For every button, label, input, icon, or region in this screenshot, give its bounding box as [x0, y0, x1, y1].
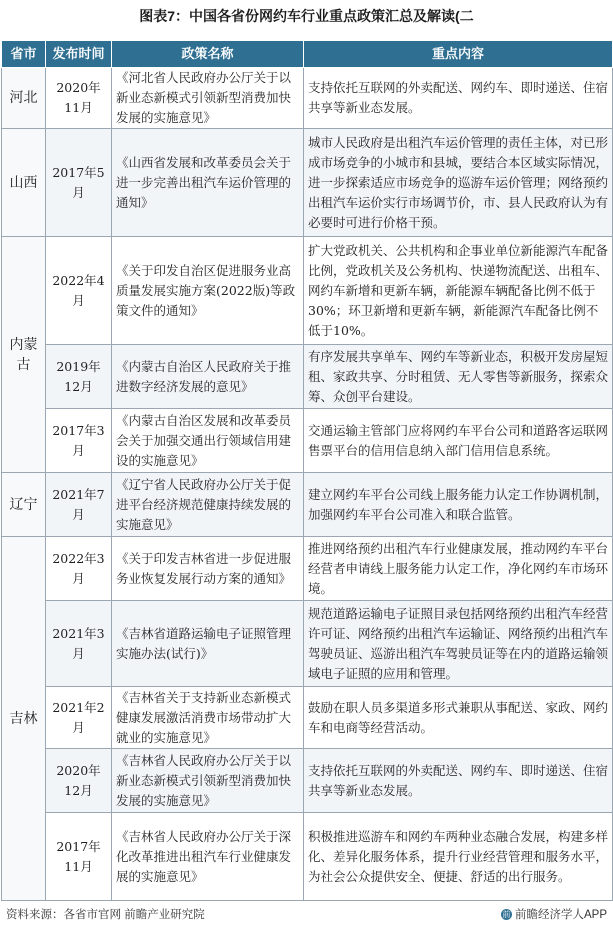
policy-table: [1, 40, 613, 901]
date-cell: 2021年7月: [46, 473, 112, 537]
policy-name-cell: 《关于印发吉林省进一步促进服务业恢复发展行动方案的通知》: [112, 537, 304, 601]
content-cell: 鼓励在职人员多渠道多形式兼职从事配送、家政、网约车和电商等经营活动。: [304, 687, 613, 749]
policy-name-cell: 《关于印发自治区促进服务业高质量发展实施方案(2022版)等政策文件的通知》: [112, 237, 304, 345]
table-row: [2, 601, 613, 687]
table-row: [2, 409, 613, 473]
table-row: [2, 237, 613, 345]
policy-name-cell: 《吉林省道路运输电子证照管理实施办法(试行)》: [112, 601, 304, 687]
content-cell: 扩大党政机关、公共机构和企事业单位新能源汽车配备比例，党政机关及公务机构、快递物流配送、出租车、网约车新增和更新车辆，新能源车辆配备比例不低于30%；环卫新增和更新车辆，新能源汽车配备比例不低于10%。: [304, 237, 613, 345]
content-cell: 积极推进巡游车和网约车两种业态融合发展，构建多样化、差异化服务体系，提升行业经营管理和服务水平，为社会公众提供安全、便捷、舒适的出行服务。: [304, 813, 613, 901]
policy-name-cell: 《吉林省人民政府办公厅关于以新业态新模式引领新型消费加快发展的实施意见》: [112, 749, 304, 813]
brand-mark: [501, 906, 607, 922]
policy-name-cell: 《河北省人民政府办公厅关于以新业态新模式引领新型消费加快发展的实施意见》: [112, 68, 304, 129]
date-cell: 2017年11月: [46, 813, 112, 901]
table-row: [2, 813, 613, 901]
province-cell: 内蒙古: [2, 237, 46, 473]
content-cell: 规范道路运输电子证照目录包括网络预约出租汽车经营许可证、网络预约出租汽车运输证、网络预约出租汽车驾驶员证、巡游出租汽车驾驶员证等在内的道路运输领域电子证照的应用和管理。: [304, 601, 613, 687]
policy-name-cell: 《辽宁省人民政府办公厅关于促进平台经济规范健康持续发展的实施意见》: [112, 473, 304, 537]
date-cell: 2020年11月: [46, 68, 112, 129]
table-row: [2, 345, 613, 409]
date-cell: 2019年12月: [46, 345, 112, 409]
content-cell: 支持依托互联网的外卖配送、网约车、即时递送、住宿共享等新业态发展。: [304, 68, 613, 129]
province-cell: 辽宁: [2, 473, 46, 537]
source-note: 资料来源：各省市官网 前瞻产业研究院: [6, 909, 205, 921]
table-row: [2, 687, 613, 749]
content-cell: 推进网络预约出租汽车行业健康发展，推动网约车平台经营者申请线上服务能力认定工作，净化网约车市场环境。: [304, 537, 613, 601]
table-row: [2, 749, 613, 813]
province-cell: 山西: [2, 129, 46, 237]
table-row: [2, 68, 613, 129]
header-province: 省市: [2, 41, 46, 68]
content-cell: 建立网约车平台公司线上服务能力认定工作协调机制，加强网约车平台公司准入和联合监管。: [304, 473, 613, 537]
date-cell: 2017年5月: [46, 129, 112, 237]
content-cell: 城市人民政府是出租汽车运价管理的责任主体，对已形成市场竞争的小城市和县城，要结合本区域实际情况，进一步探索适应市场竞争的巡游车运价管理；网络预约出租汽车运价实行市场调节价，市、县人民政府认为有必要时可进行价格干预。: [304, 129, 613, 237]
policy-name-cell: 《内蒙古自治区发展和改革委员会关于加强交通出行领域信用建设的实施意见》: [112, 409, 304, 473]
content-cell: 交通运输主管部门应将网约车平台公司和道路客运联网售票平台的信用信息纳入部门信用信息系统。: [304, 409, 613, 473]
policy-name-cell: 《吉林省关于支持新业态新模式健康发展激活消费市场带动扩大就业的实施意见》: [112, 687, 304, 749]
date-cell: 2017年3月: [46, 409, 112, 473]
province-cell: 吉林: [2, 537, 46, 901]
date-cell: 2021年3月: [46, 601, 112, 687]
date-cell: 2022年4月: [46, 237, 112, 345]
brand-label: 前瞻经济学人APP: [514, 909, 607, 921]
header-name: 政策名称: [112, 41, 304, 68]
header-content: 重点内容: [304, 41, 613, 68]
policy-name-cell: 《吉林省人民政府办公厅关于深化改革推进出租汽车行业健康发展的实施意见》: [112, 813, 304, 901]
date-cell: 2021年2月: [46, 687, 112, 749]
policy-name-cell: 《山西省发展和改革委员会关于进一步完善出租汽车运价管理的通知》: [112, 129, 304, 237]
table-header-row: [2, 41, 613, 68]
table-row: [2, 537, 613, 601]
date-cell: 2022年3月: [46, 537, 112, 601]
table-row: [2, 473, 613, 537]
date-cell: 2020年12月: [46, 749, 112, 813]
header-date: 发布时间: [46, 41, 112, 68]
brand-logo-icon: 前: [502, 909, 511, 919]
province-cell: 河北: [2, 68, 46, 129]
policy-name-cell: 《内蒙古自治区人民政府关于推进数字经济发展的意见》: [112, 345, 304, 409]
chart-title: 图表7：中国各省份网约车行业重点政策汇总及解读(二: [139, 8, 474, 24]
table-row: [2, 129, 613, 237]
content-cell: 支持依托互联网的外卖配送、网约车、即时递送、住宿共享等新业态发展。: [304, 749, 613, 813]
content-cell: 有序发展共享单车、网约车等新业态，积极开发房屋短租、家政共享、分时租赁、无人零售等新服务，探索众筹、众创平台建设。: [304, 345, 613, 409]
